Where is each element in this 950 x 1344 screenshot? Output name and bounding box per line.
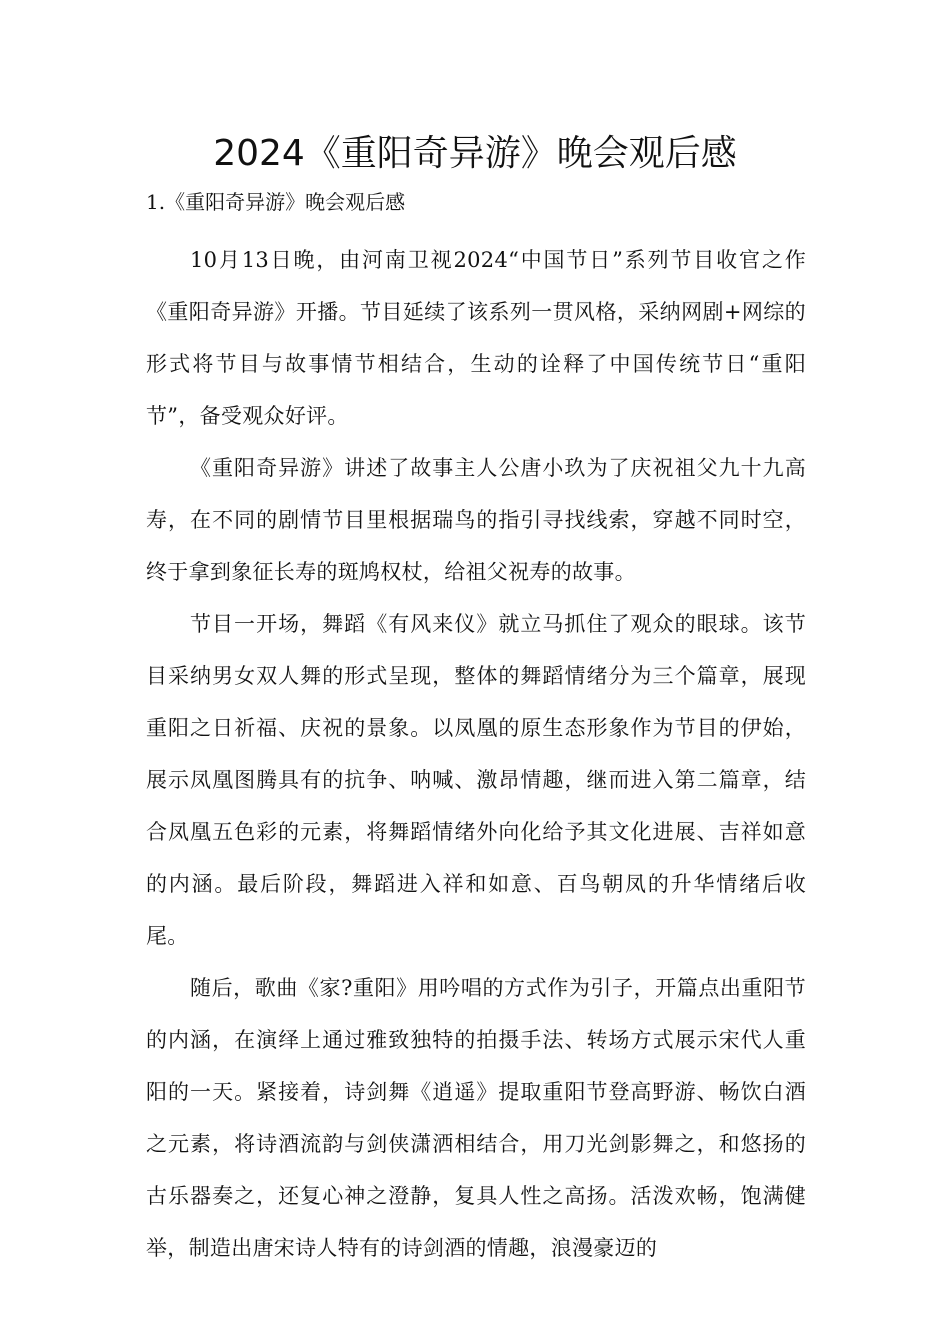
paragraph-2: 《重阳奇异游》讲述了故事主人公唐小玖为了庆祝祖父九十九高寿，在不同的剧情节目里根据瑞鸟的指引寻找线索，穿越不同时空，终于拿到象征长寿的斑鸠权杖，给祖父祝寿的故事。 <box>146 456 806 584</box>
document-body <box>146 234 806 1274</box>
paragraph-1: 10月13日晚，由河南卫视2024“中国节日”系列节目收官之作《重阳奇异游》开播。节目延续了该系列一贯风格，采纳网剧+网综的形式将节目与故事情节相结合，生动的诠释了中国传统节日“重阳节”，备受观众好评。 <box>146 248 806 428</box>
paragraph-3: 节目一开场，舞蹈《有风来仪》就立马抓住了观众的眼球。该节目采纳男女双人舞的形式呈现，整体的舞蹈情绪分为三个篇章，展现重阳之日祈福、庆祝的景象。以凤凰的原生态形象作为节目的伊始，展示凤凰图腾具有的抗争、呐喊、激昂情趣，继而进入第二篇章，结合凤凰五色彩的元素，将舞蹈情绪外向化给予其文化进展、吉祥如意的内涵。最后阶段，舞蹈进入祥和如意、百鸟朝凤的升华情绪后收尾。 <box>146 612 806 948</box>
section-heading: 1.《重阳奇异游》晚会观后感 <box>146 190 406 214</box>
document-title: 2024《重阳奇异游》晚会观后感 <box>213 133 737 174</box>
paragraph-4: 随后，歌曲《家?重阳》用吟唱的方式作为引子，开篇点出重阳节的内涵，在演绎上通过雅致独特的拍摄手法、转场方式展示宋代人重阳的一天。紧接着，诗剑舞《逍遥》提取重阳节登高野游、畅饮白酒之元素，将诗酒流韵与剑侠潇洒相结合，用刀光剑影舞之，和悠扬的古乐器奏之，还复心神之澄静，复具人性之高扬。活泼欢畅，饱满健举，制造出唐宋诗人特有的诗剑酒的情趣，浪漫豪迈的 <box>146 976 806 1260</box>
